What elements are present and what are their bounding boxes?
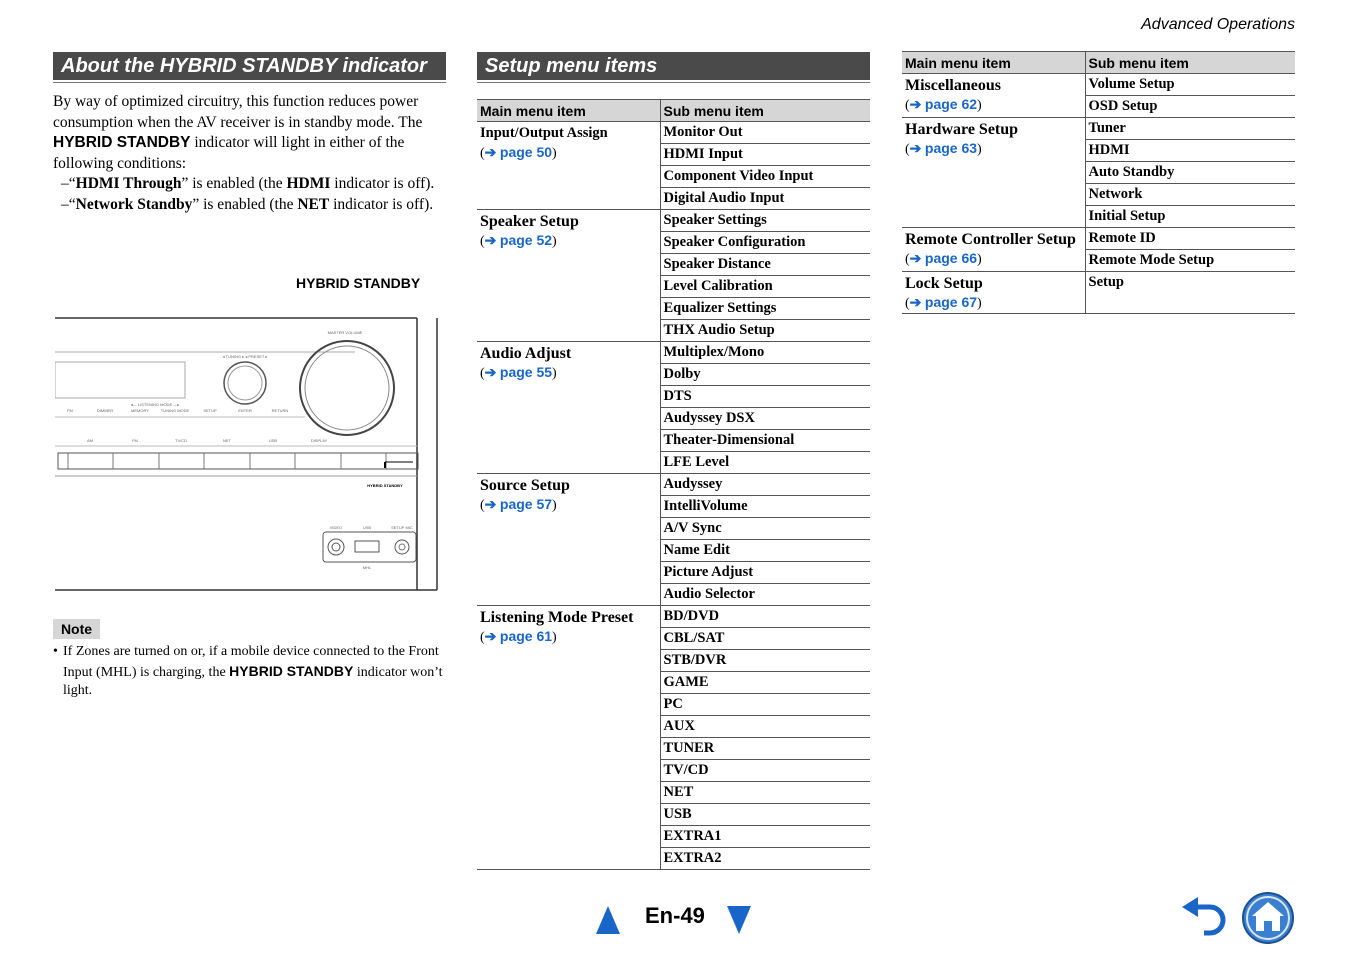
panel-button-label: AM: [87, 438, 93, 443]
sub-menu-item: IntelliVolume: [660, 496, 870, 518]
arrow-right-icon: ➔: [484, 232, 497, 248]
sub-menu-item: Audyssey: [660, 474, 870, 496]
sub-menu-item: HDMI Input: [660, 144, 870, 166]
sub-menu-item: OSD Setup: [1085, 96, 1295, 118]
arrow-right-icon: ➔: [484, 496, 497, 512]
page-link[interactable]: page 50: [499, 144, 553, 160]
condition-item: [53, 195, 448, 216]
sub-menu-item: Auto Standby: [1085, 162, 1295, 184]
table-row: [902, 118, 1295, 140]
sub-menu-item: A/V Sync: [660, 518, 870, 540]
table-row: [902, 272, 1295, 314]
sub-menu-item: Component Video Input: [660, 166, 870, 188]
sub-menu-item: Theater-Dimensional: [660, 430, 870, 452]
triangle-down-icon[interactable]: [727, 906, 751, 934]
column-header-sub: Sub menu item: [1085, 52, 1295, 74]
panel-button-label: MEMORY: [131, 408, 149, 413]
sub-menu-item: EXTRA2: [660, 848, 870, 870]
arrow-right-icon: ➔: [484, 628, 497, 644]
panel-jack-label: VIDEO: [329, 525, 343, 530]
sub-menu-item: Name Edit: [660, 540, 870, 562]
receiver-front-panel-illustration: [55, 296, 440, 591]
arrow-right-icon: ➔: [484, 144, 497, 160]
panel-jack-label: USB: [362, 525, 372, 530]
table-row: [477, 474, 870, 496]
bold-term: HDMI: [286, 175, 331, 192]
sub-menu-item: Speaker Distance: [660, 254, 870, 276]
sub-menu-item: Setup: [1085, 272, 1295, 314]
page-link[interactable]: page 55: [499, 364, 553, 380]
section-title-setup-text: Setup menu items: [485, 55, 658, 77]
intro-paragraph: [53, 92, 448, 174]
main-menu-cell: [902, 228, 1085, 272]
page-reference[interactable]: (➔ page 55): [480, 364, 557, 381]
panel-label-master-volume: MASTER VOLUME: [327, 330, 363, 335]
main-menu-name: Speaker Setup: [480, 213, 579, 230]
setup-menu-table-left: [477, 99, 870, 870]
panel-label-tuning: ◂ TUNING ▸ ◂ PRESET ▸: [222, 354, 268, 359]
note-text: [53, 643, 443, 701]
table-row: [477, 210, 870, 232]
dash: –: [61, 195, 69, 213]
column-header-sub: Sub menu item: [660, 100, 870, 122]
note-bullet: •: [53, 644, 58, 659]
panel-button-label: USB: [268, 438, 278, 443]
conditions-list: [53, 174, 448, 215]
sub-menu-item: THX Audio Setup: [660, 320, 870, 342]
page-reference[interactable]: (➔ page 62): [905, 96, 982, 113]
sub-menu-item: Equalizer Settings: [660, 298, 870, 320]
sub-menu-item: LFE Level: [660, 452, 870, 474]
column-header-main: Main menu item: [902, 52, 1085, 74]
page-reference[interactable]: (➔ page 61): [480, 628, 557, 645]
panel-button-label: DIMMER: [96, 408, 114, 413]
sub-menu-item: Picture Adjust: [660, 562, 870, 584]
page-reference[interactable]: (➔ page 52): [480, 232, 557, 249]
arrow-right-icon: ➔: [484, 364, 497, 380]
sub-menu-item: STB/DVR: [660, 650, 870, 672]
triangle-up-icon[interactable]: [596, 906, 620, 934]
note-part-1: If Zones are turned on or, if a mobile device connected to the Front Input (MHL) is charging, the: [63, 644, 439, 680]
column-header-main: Main menu item: [477, 100, 660, 122]
intro-part-2: indicator will light in either of the following conditions:: [53, 134, 405, 172]
sub-menu-item: Initial Setup: [1085, 206, 1295, 228]
sub-menu-item: Audio Selector: [660, 584, 870, 606]
main-menu-name: Input/Output Assign: [480, 125, 608, 141]
bold-term: NET: [297, 195, 330, 213]
table-row: [477, 342, 870, 364]
sub-menu-item: Volume Setup: [1085, 74, 1295, 96]
panel-jack-label: SETUP MIC: [391, 525, 413, 530]
sub-menu-item: Dolby: [660, 364, 870, 386]
sub-menu-item: HDMI: [1085, 140, 1295, 162]
panel-button-label: NET: [223, 438, 231, 443]
sub-menu-item: GAME: [660, 672, 870, 694]
panel-mhl-label: MHL: [362, 565, 372, 570]
text: indicator is off).: [330, 175, 435, 192]
page-reference[interactable]: (➔ page 57): [480, 496, 557, 513]
arrow-right-icon: ➔: [909, 250, 922, 266]
page-reference[interactable]: (➔ page 67): [905, 294, 982, 311]
return-arrow-icon[interactable]: [1180, 897, 1228, 937]
sub-menu-item: Tuner: [1085, 118, 1295, 140]
panel-button-label: FM: [132, 438, 138, 443]
condition-item: [53, 174, 448, 195]
page-link[interactable]: page 52: [499, 232, 553, 248]
text: ” is enabled (the: [181, 175, 287, 192]
intro-text: [53, 92, 448, 215]
text: indicator is off).: [329, 195, 434, 213]
sub-menu-item: NET: [660, 782, 870, 804]
panel-button-label: RETURN: [271, 408, 289, 413]
intro-bold: HYBRID STANDBY: [53, 134, 191, 151]
main-menu-cell: [477, 122, 660, 210]
main-menu-cell: [477, 606, 660, 870]
table-row: [902, 228, 1295, 250]
main-menu-cell: [902, 118, 1085, 228]
page-link[interactable]: page 66: [924, 250, 978, 266]
setup-menu-table-right: [902, 51, 1295, 314]
table-row: [477, 606, 870, 628]
main-menu-name: Hardware Setup: [905, 121, 1019, 138]
panel-button-label: TV/CD: [175, 438, 187, 443]
note-bold: HYBRID STANDBY: [229, 662, 354, 679]
intro-part-1: By way of optimized circuitry, this function reduces power consumption when the AV receiver is in standby mode. The: [53, 93, 423, 131]
sub-menu-item: Network: [1085, 184, 1295, 206]
home-icon[interactable]: [1241, 891, 1295, 945]
sub-menu-item: Speaker Settings: [660, 210, 870, 232]
section-title-hybrid: [53, 52, 446, 80]
page-link[interactable]: page 67: [924, 294, 978, 310]
text: ” is enabled (the: [192, 195, 298, 213]
page-reference[interactable]: (➔ page 50): [480, 144, 557, 161]
page-link[interactable]: page 61: [499, 628, 553, 644]
sub-menu-item: CBL/SAT: [660, 628, 870, 650]
quote: “: [68, 175, 76, 192]
sub-menu-item: TUNER: [660, 738, 870, 760]
sub-menu-item: AUX: [660, 716, 870, 738]
sub-menu-item: Digital Audio Input: [660, 188, 870, 210]
main-menu-name: Lock Setup: [905, 275, 983, 292]
panel-label-listening-mode: ◂— LISTENING MODE —▸: [130, 402, 180, 407]
note-tag: Note: [53, 619, 100, 639]
panel-button-label: TUNING MODE: [160, 408, 190, 413]
panel-indicator-label: HYBRID STANDBY: [367, 483, 403, 488]
section-title-hybrid-text: About the HYBRID STANDBY indicator: [61, 55, 427, 77]
panel-button-label: SETUP: [203, 408, 217, 413]
page-link[interactable]: page 63: [924, 140, 978, 156]
page-link[interactable]: page 57: [499, 496, 553, 512]
main-menu-name: Audio Adjust: [480, 345, 572, 362]
sub-menu-item: Audyssey DSX: [660, 408, 870, 430]
page-reference[interactable]: (➔ page 63): [905, 140, 982, 157]
main-menu-cell: [902, 272, 1085, 314]
arrow-right-icon: ➔: [909, 140, 922, 156]
section-title-setup: [477, 52, 870, 80]
sub-menu-item: USB: [660, 804, 870, 826]
arrow-right-icon: ➔: [909, 294, 922, 310]
main-menu-cell: [477, 210, 660, 342]
sub-menu-item: DTS: [660, 386, 870, 408]
sub-menu-item: Multiplex/Mono: [660, 342, 870, 364]
sub-menu-item: TV/CD: [660, 760, 870, 782]
main-menu-name: Listening Mode Preset: [480, 609, 634, 626]
table-header-row: [902, 52, 1295, 74]
page-number: En-49: [645, 903, 705, 928]
running-header: Advanced Operations: [1141, 16, 1295, 33]
bold-term: HDMI Through: [75, 175, 182, 192]
page-reference[interactable]: (➔ page 66): [905, 250, 982, 267]
figure-label: HYBRID STANDBY: [296, 275, 421, 291]
main-menu-name: Remote Controller Setup: [905, 231, 1076, 248]
table-row: [477, 122, 870, 144]
note-body: [53, 643, 443, 701]
sub-menu-item: Remote ID: [1085, 228, 1295, 250]
page-link[interactable]: page 62: [924, 96, 978, 112]
panel-button-label: ENTER: [238, 408, 252, 413]
main-menu-cell: [477, 474, 660, 606]
main-menu-name: Miscellaneous: [905, 77, 1001, 94]
main-menu-name: Source Setup: [480, 477, 570, 494]
panel-button-label: DISPLAY: [310, 438, 328, 443]
panel-button-label: FM: [67, 408, 73, 413]
sub-menu-item: BD/DVD: [660, 606, 870, 628]
sub-menu-item: EXTRA1: [660, 826, 870, 848]
sub-menu-item: Speaker Configuration: [660, 232, 870, 254]
main-menu-cell: [902, 74, 1085, 118]
table-header-row: [477, 100, 870, 122]
sub-menu-item: PC: [660, 694, 870, 716]
arrow-right-icon: ➔: [909, 96, 922, 112]
sub-menu-item: Level Calibration: [660, 276, 870, 298]
note-part-2: indicator won’t light.: [63, 664, 443, 698]
dash: –: [61, 175, 69, 192]
bold-term: Network Standby: [75, 195, 193, 213]
quote: “: [68, 195, 76, 213]
main-menu-cell: [477, 342, 660, 474]
sub-menu-item: Remote Mode Setup: [1085, 250, 1295, 272]
sub-menu-item: Monitor Out: [660, 122, 870, 144]
table-row: [902, 74, 1295, 96]
